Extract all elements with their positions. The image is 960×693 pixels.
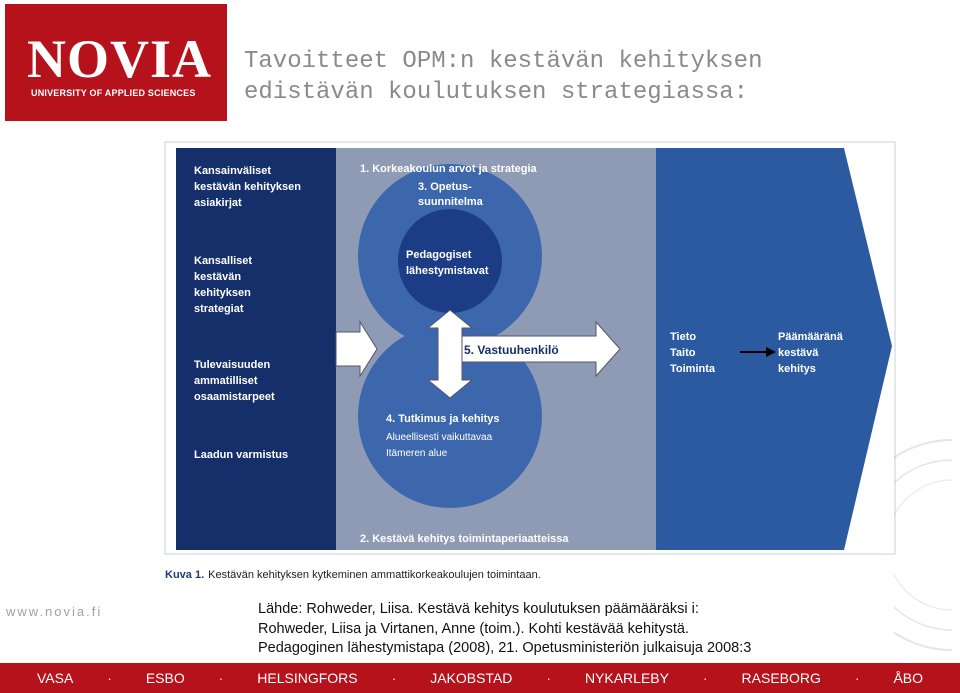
label-principles: 2. Kestävä kehitys toimintaperiaatteissa (360, 533, 569, 545)
slide-title (244, 46, 944, 108)
left-item-2d: strategiat (194, 303, 244, 315)
right-list-2: Taito (670, 347, 696, 359)
circle-lower-sub-2: Itämeren alue (386, 448, 448, 459)
inner-label-2: lähestymistavat (406, 265, 489, 277)
logo-wordmark: NOVIA (27, 29, 213, 89)
right-list-3: Toiminta (670, 363, 716, 375)
footer-separator: · (702, 670, 708, 686)
footer-separator: · (854, 670, 860, 686)
left-item-3b: ammatilliset (194, 375, 258, 387)
circle-lower-sub-1: Alueellisesti vaikuttavaa (386, 432, 493, 443)
footer-city-jakobstad[interactable]: JAKOBSTAD (430, 670, 513, 686)
website-link[interactable]: www.novia.fi (6, 604, 103, 619)
figure-caption-label: Kuva 1. (165, 569, 205, 581)
left-item-3a: Tulevaisuuden (194, 359, 271, 371)
inner-label-1: Pedagogiset (406, 249, 472, 261)
footer-separator: · (218, 670, 224, 686)
footer-city-abo[interactable]: ÅBO (893, 670, 924, 686)
right-goal-2: kestävä (778, 347, 819, 359)
circle-inner (398, 209, 502, 313)
footer-city-nykarleby[interactable]: NYKARLEBY (584, 670, 669, 686)
source-line-3: Pedagoginen lähestymistapa (2008), 21. Opetusministeriön julkaisuja 2008:3 (258, 640, 752, 656)
circle-lower-title: 4. Tutkimus ja kehitys (386, 413, 500, 425)
slide-title-line1: Tavoitteet OPM:n kestävän kehityksen (244, 48, 763, 75)
left-item-2b: kestävän (194, 271, 242, 283)
footer-city-vasa[interactable]: VASA (36, 670, 74, 686)
left-item-4: Laadun varmistus (194, 449, 289, 461)
right-list-1: Tieto (670, 331, 697, 343)
left-item-1c: asiakirjat (194, 197, 242, 209)
footer-separator: · (391, 670, 397, 686)
label-values-strategy: 1. Korkeakoulun arvot ja strategia (360, 163, 537, 175)
left-item-2a: Kansalliset (194, 255, 253, 267)
footer-city-raseborg[interactable]: RASEBORG (741, 670, 821, 686)
figure-caption (165, 569, 541, 581)
left-item-1b: kestävän kehityksen (194, 181, 302, 193)
left-item-2c: kehityksen (194, 287, 251, 299)
footer-city-helsingfors[interactable]: HELSINGFORS (257, 670, 358, 686)
source-reference (258, 600, 938, 659)
figure-caption-text: Kestävän kehityksen kytkeminen ammattikorkeakoulujen toimintaan. (208, 569, 541, 581)
circle-upper-title-2: suunnitelma (418, 196, 483, 208)
label-responsible-person: 5. Vastuuhenkilö (464, 343, 559, 357)
left-item-1a: Kansainväliset (194, 165, 272, 177)
source-line-2: Rohweder, Liisa ja Virtanen, Anne (toim.). Kohti kestävää kehitystä. (258, 620, 689, 637)
slide-title-line2: edistävän koulutuksen strategiassa: (244, 79, 749, 106)
source-line-1: Lähde: Rohweder, Liisa. Kestävä kehitys koulutuksen päämääräksi i: (258, 601, 699, 617)
watermark-decoration (894, 430, 954, 660)
footer-bar (0, 663, 960, 693)
footer-city-esbo[interactable]: ESBO (145, 670, 185, 686)
right-goal-3: kehitys (778, 363, 816, 375)
right-goal-1: Päämääränä (778, 331, 843, 343)
footer-separator: · (107, 670, 112, 686)
circle-upper-title-1: 3. Opetus- (418, 181, 472, 193)
novia-logo[interactable] (5, 4, 227, 121)
sustainability-diagram (160, 136, 900, 560)
left-item-3c: osaamistarpeet (194, 391, 275, 403)
logo-subtitle: UNIVERSITY OF APPLIED SCIENCES (31, 88, 196, 98)
footer-separator: · (546, 670, 551, 686)
